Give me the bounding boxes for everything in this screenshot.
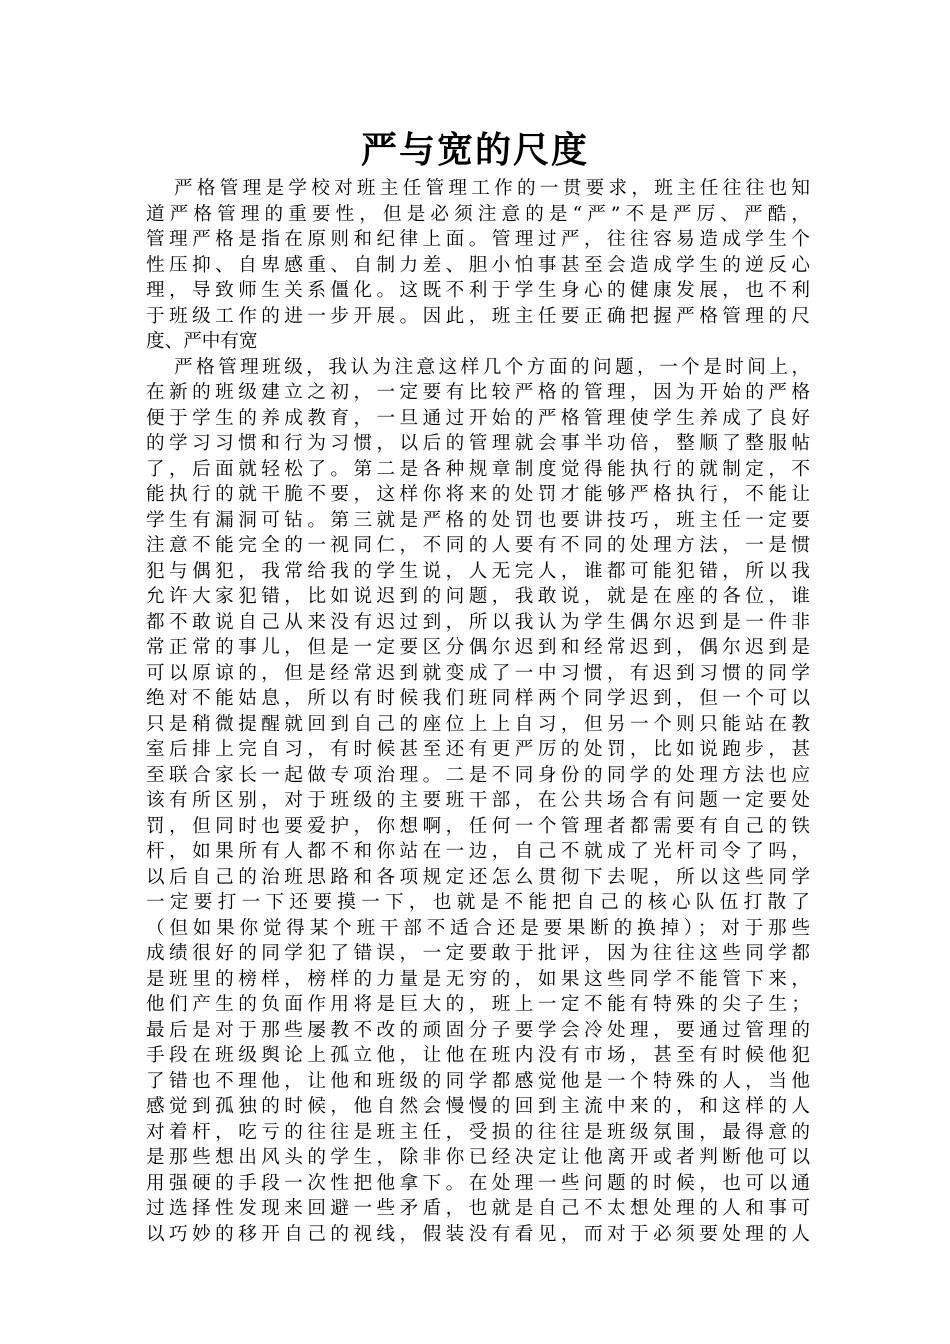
text-line: 以巧妙的移开自己的视线，假装没有看见，而对于必须要处理的人: [146, 1223, 810, 1245]
text-line: 一定要打一下还要摸一下，也就是不能把自己的核心队伍打散了: [146, 892, 810, 913]
text-line: 度、严中有宽: [146, 331, 258, 352]
text-line: 严格管理班级，我认为注意这样几个方面的问题，一个是时间上，: [174, 356, 810, 378]
text-line: 至联合家长一起做专项治理。二是不同身份的同学的处理方法也应: [146, 764, 810, 786]
text-line: 成绩很好的同学犯了错误，一定要敢于批评，因为往往这些同学都: [146, 943, 810, 964]
text-line: 罚，但同时也要爱护，你想啊，任何一个管理者都需要有自己的铁: [146, 815, 810, 837]
text-line: 的学习习惯和行为习惯，以后的管理就会事半功倍，整顺了整服帖: [146, 433, 810, 454]
text-line: 用强硬的手段一次性把他拿下。在处理一些问题的时候，也可以通: [146, 1172, 810, 1194]
text-line: 绝对不能姑息，所以有时候我们班同样两个同学迟到，但一个可以: [146, 688, 810, 709]
text-line: 过选择性发现来回避一些矛盾，也就是自己不太想处理的人和事可: [146, 1198, 810, 1219]
paragraph-1: [146, 176, 810, 355]
text-line: 理，导致师生关系僵化。这既不利于学生身心的健康发展，也不利: [146, 280, 810, 301]
text-line: 对着杆，吃亏的往往是班主任，受损的往往是班级氛围，最得意的: [146, 1121, 810, 1143]
text-line: 以后自己的治班思路和各项规定还怎么贯彻下去呢，所以这些同学: [146, 866, 810, 888]
text-line: 感觉到孤独的时候，他自然会慢慢的回到主流中来的，和这样的人: [146, 1096, 810, 1117]
document-title: 严与宽的尺度: [360, 129, 589, 171]
text-line: 在新的班级建立之初，一定要有比较严格的管理，因为开始的严格: [146, 382, 810, 403]
text-line: （但如果你觉得某个班干部不适合还是要果断的换掉）；对于那些: [146, 917, 810, 939]
text-line: 犯与偶犯，我常给我的学生说，人无完人，谁都可能犯错，所以我: [146, 560, 810, 582]
text-line: 可以原谅的，但是经常迟到就变成了一中习惯，有迟到习惯的同学: [146, 662, 810, 684]
text-line: 了，后面就轻松了。第二是各种规章制度觉得能执行的就制定，不: [146, 458, 810, 480]
text-line: 便于学生的养成教育，一旦通过开始的严格管理使学生养成了良好: [146, 407, 810, 429]
document-body: [146, 176, 810, 1247]
text-line: 管理严格是指在原则和纪律上面。管理过严，往往容易造成学生个: [146, 229, 810, 250]
text-line: 该有所区别，对于班级的主要班干部，在公共场合有问题一定要处: [146, 790, 810, 811]
text-line: 能执行的就干脆不要，这样你将来的处罚才能够严格执行，不能让: [146, 484, 810, 505]
text-line: 常正常的事儿，但是一定要区分偶尔迟到和经常迟到，偶尔迟到是: [146, 637, 810, 658]
text-line: 都不敢说自己从来没有迟过到，所以我认为学生偶尔迟到是一件非: [146, 611, 810, 633]
text-line: 最后是对于那些屡教不改的顽固分子要学会冷处理，要通过管理的: [146, 1019, 810, 1041]
text-line: 注意不能完全的一视同仁，不同的人要有不同的处理方法，一是惯: [146, 535, 810, 556]
text-line: 他们产生的负面作用将是巨大的，班上一定不能有特殊的尖子生；: [146, 994, 810, 1015]
text-line: 只是稍微提醒就回到自己的座位上上自习，但另一个则只能站在教: [146, 713, 810, 735]
text-line: 是班里的榜样，榜样的力量是无穷的，如果这些同学不能管下来，: [146, 968, 810, 990]
text-line: 于班级工作的进一步开展。因此，班主任要正确把握严格管理的尺: [146, 305, 810, 327]
text-line: 室后排上完自习，有时候甚至还有更严厉的处罚，比如说跑步，甚: [146, 739, 810, 760]
paragraph-2: [146, 355, 810, 1248]
text-line: 手段在班级舆论上孤立他，让他在班内没有市场，甚至有时候他犯: [146, 1045, 810, 1066]
text-line: 性压抑、自卑感重、自制力差、胆小怕事甚至会造成学生的逆反心: [146, 254, 810, 276]
text-line: 学生有漏洞可钻。第三就是严格的处罚也要讲技巧，班主任一定要: [146, 509, 810, 531]
text-line: 了错也不理他，让他和班级的同学都感觉他是一个特殊的人，当他: [146, 1070, 810, 1092]
text-line: 允许大家犯错，比如说迟到的问题，我敢说，就是在座的各位，谁: [146, 586, 810, 607]
text-line: 是那些想出风头的学生，除非你已经决定让他离开或者判断他可以: [146, 1147, 810, 1168]
text-line: 杆，如果所有人都不和你站在一边，自己不就成了光杆司令了吗，: [146, 841, 810, 862]
text-line: 严格管理是学校对班主任管理工作的一贯要求，班主任往往也知: [174, 178, 810, 199]
text-line: 道严格管理的重要性，但是必须注意的是“严”不是严厉、严酷，: [146, 203, 810, 225]
